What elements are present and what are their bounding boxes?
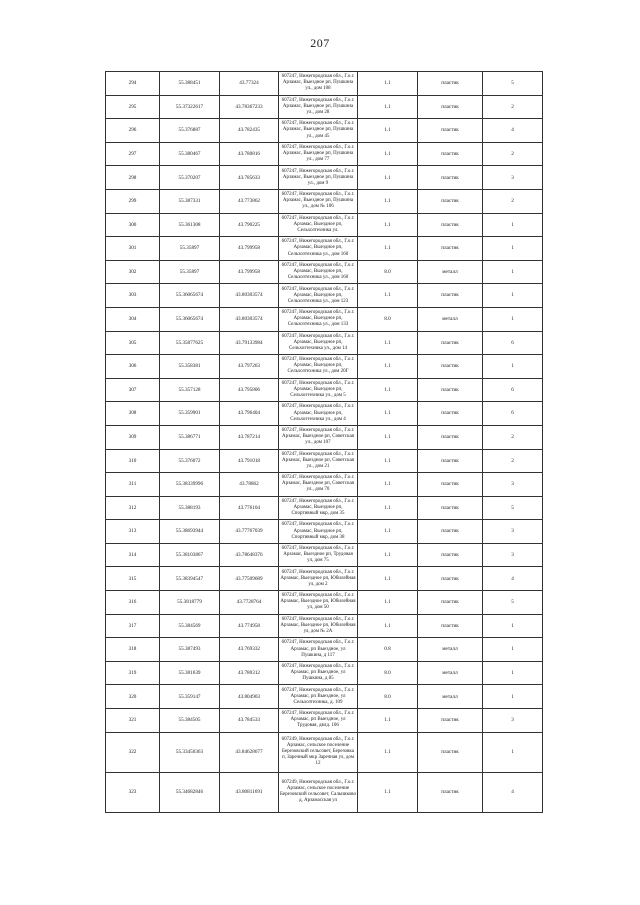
container-count-cell: 5	[483, 591, 543, 615]
container-count-cell: 2	[483, 189, 543, 213]
container-count-cell: 3	[483, 473, 543, 497]
row-number-cell: 313	[106, 520, 160, 544]
container-material-cell: пластик	[418, 772, 483, 812]
address-cell: 607247, Нижегородская обл., Г.о.г. Арзамас, Выездное рп, Юбилейная ул, дом 2	[279, 567, 358, 591]
longitude-cell: 43.78648376	[220, 543, 279, 567]
container-volume-cell: 1.1	[358, 473, 418, 497]
container-material-cell: пластик	[418, 614, 483, 638]
container-volume-cell: 1.1	[358, 614, 418, 638]
container-count-cell: 1	[483, 732, 543, 772]
latitude-cell: 55.38339996	[160, 473, 220, 497]
longitude-cell: 43.80811691	[220, 772, 279, 812]
longitude-cell: 43.796404	[220, 402, 279, 426]
row-number-cell: 300	[106, 213, 160, 237]
container-material-cell: пластик	[418, 213, 483, 237]
container-count-cell: 1	[483, 213, 543, 237]
row-number-cell: 301	[106, 237, 160, 261]
container-count-cell: 2	[483, 449, 543, 473]
latitude-cell: 55.370207	[160, 166, 220, 190]
latitude-cell: 55.37322617	[160, 95, 220, 119]
container-volume-cell: 1.1	[358, 119, 418, 143]
container-site-table	[105, 71, 543, 813]
latitude-cell: 55.358381	[160, 355, 220, 379]
container-volume-cell: 1.1	[358, 284, 418, 308]
container-material-cell: металл	[418, 685, 483, 709]
latitude-cell: 55.376887	[160, 119, 220, 143]
container-material-cell: пластик	[418, 567, 483, 591]
container-volume-cell: 1.1	[358, 449, 418, 473]
longitude-cell: 43.782435	[220, 119, 279, 143]
address-cell: 607247, Нижегородская обл., Г.о.г. Арзамас, Выездное рп, Пушкина ул., дом 45	[279, 119, 358, 143]
latitude-cell: 55.387493	[160, 638, 220, 662]
latitude-cell: 55.380467	[160, 142, 220, 166]
container-count-cell: 1	[483, 638, 543, 662]
table-row	[106, 142, 543, 166]
container-volume-cell: 1.1	[358, 355, 418, 379]
address-cell: 607247, Нижегородская обл., Г.о.г. Арзамас, Выездное рп, Сельхозтехника ул., дом 123	[279, 284, 358, 308]
latitude-cell: 55.359147	[160, 685, 220, 709]
row-number-cell: 323	[106, 772, 160, 812]
container-count-cell: 1	[483, 614, 543, 638]
row-number-cell: 307	[106, 378, 160, 402]
address-cell: 607247, Нижегородская обл., Г.о.г. Арзамас, Выездное рп, Советская ул., дом 70	[279, 473, 358, 497]
address-cell: 607247, Нижегородская обл., Г.о.г. Арзамас, рп Выездное, ул Пушкина, д 85	[279, 661, 358, 685]
longitude-cell: 43.791018	[220, 449, 279, 473]
container-material-cell: пластик	[418, 355, 483, 379]
longitude-cell: 43.773862	[220, 189, 279, 213]
longitude-cell: 43.78862	[220, 473, 279, 497]
container-volume-cell: 1.1	[358, 709, 418, 733]
address-cell: 607247, Нижегородская обл., Г.о.г. Арзамас, Выездное рп, Юбилейная ул, дом 50	[279, 591, 358, 615]
container-material-cell: пластик	[418, 166, 483, 190]
container-count-cell: 1	[483, 685, 543, 709]
address-cell: 607249, Нижегородская обл., Г.о.г. Арзамас, сельское поселение Березовский сельсовет, Березовка п, Заречный мкр Заречная ул, дом 12	[279, 732, 358, 772]
table-row	[106, 189, 543, 213]
table-row	[106, 425, 543, 449]
row-number-cell: 304	[106, 307, 160, 331]
latitude-cell: 55.35897	[160, 260, 220, 284]
table-row	[106, 567, 543, 591]
row-number-cell: 296	[106, 119, 160, 143]
container-material-cell: пластик	[418, 591, 483, 615]
container-volume-cell: 1.1	[358, 142, 418, 166]
latitude-cell: 55.388193	[160, 496, 220, 520]
container-count-cell: 3	[483, 709, 543, 733]
longitude-cell: 43.799958	[220, 260, 279, 284]
table-row	[106, 284, 543, 308]
table-row	[106, 661, 543, 685]
container-material-cell: металл	[418, 307, 483, 331]
container-volume-cell: 1.1	[358, 189, 418, 213]
table-body	[106, 72, 543, 813]
latitude-cell: 55.38693944	[160, 520, 220, 544]
latitude-cell: 55.35897	[160, 237, 220, 261]
table-row	[106, 496, 543, 520]
longitude-cell: 43.79133984	[220, 331, 279, 355]
container-material-cell: металл	[418, 661, 483, 685]
latitude-cell: 55.35877625	[160, 331, 220, 355]
container-material-cell: пластик	[418, 732, 483, 772]
table-row	[106, 614, 543, 638]
longitude-cell: 43.799958	[220, 237, 279, 261]
longitude-cell: 43.80303574	[220, 307, 279, 331]
longitude-cell: 43.780312	[220, 661, 279, 685]
row-number-cell: 312	[106, 496, 160, 520]
table-row	[106, 119, 543, 143]
table-row	[106, 331, 543, 355]
address-cell: 607247, Нижегородская обл., Г.о.г. Арзамас, Выездное рп, Сельхозтехника ул., дом 14	[279, 331, 358, 355]
row-number-cell: 321	[106, 709, 160, 733]
address-cell: 607247, Нижегородская обл., Г.о.г. Арзамас, Выездное рп, Спортивный мкр, дом 35	[279, 496, 358, 520]
table-row	[106, 473, 543, 497]
address-cell: 607247, Нижегородская обл., Г.о.г. Арзамас, рп Выездное, ул Пушкина, д 117	[279, 638, 358, 662]
container-count-cell: 3	[483, 166, 543, 190]
address-cell: 607247, Нижегородская обл., Г.о.г. Арзамас, Выездное рп, Советская ул., дом 21	[279, 449, 358, 473]
row-number-cell: 308	[106, 402, 160, 426]
address-cell: 607247, Нижегородская обл., Г.о.г. Арзамас, рп Выездное, ул Трудовая, двлд. 106	[279, 709, 358, 733]
container-volume-cell: 1.1	[358, 520, 418, 544]
latitude-cell: 55.38103867	[160, 543, 220, 567]
container-volume-cell: 1.1	[358, 95, 418, 119]
container-count-cell: 2	[483, 95, 543, 119]
table-row	[106, 772, 543, 812]
address-cell: 607247, Нижегородская обл., Г.о.г. Арзамас, Выездное рп, Пушкина ул., дом 9	[279, 166, 358, 190]
table-row	[106, 307, 543, 331]
address-cell: 607247, Нижегородская обл., Г.о.г. Арзамас, Выездное рп, Юбилейная ул, дом № 2А	[279, 614, 358, 638]
row-number-cell: 317	[106, 614, 160, 638]
container-material-cell: пластик	[418, 284, 483, 308]
row-number-cell: 306	[106, 355, 160, 379]
address-cell: 607247, Нижегородская обл., Г.о.г. Арзамас, Выездное рп, Сельхозтехника ул., дом 160	[279, 260, 358, 284]
address-cell: 607247, Нижегородская обл., Г.о.г. Арзамас, Выездное рп, Пушкина ул., дом 108	[279, 72, 358, 96]
longitude-cell: 43.774958	[220, 614, 279, 638]
container-count-cell: 1	[483, 661, 543, 685]
longitude-cell: 43.80303574	[220, 284, 279, 308]
address-cell: 607247, Нижегородская обл., Г.о.г. Арзамас, Выездное рп, Советская ул., дом 107	[279, 425, 358, 449]
table-row	[106, 732, 543, 772]
latitude-cell: 55.33450363	[160, 732, 220, 772]
address-cell: 607247, Нижегородская обл., Г.о.г. Арзамас, Выездное рп, Сельхозтехника ул., дом 133	[279, 307, 358, 331]
longitude-cell: 43.785633	[220, 166, 279, 190]
container-count-cell: 3	[483, 520, 543, 544]
longitude-cell: 43.7728764	[220, 591, 279, 615]
latitude-cell: 55.36065674	[160, 307, 220, 331]
row-number-cell: 319	[106, 661, 160, 685]
container-material-cell: пластик	[418, 543, 483, 567]
container-count-cell: 4	[483, 567, 543, 591]
latitude-cell: 55.34682846	[160, 772, 220, 812]
table-row	[106, 709, 543, 733]
container-volume-cell: 1.1	[358, 543, 418, 567]
row-number-cell: 314	[106, 543, 160, 567]
container-material-cell: пластик	[418, 378, 483, 402]
container-volume-cell: 1.1	[358, 378, 418, 402]
container-count-cell: 1	[483, 307, 543, 331]
table-row	[106, 260, 543, 284]
latitude-cell: 55.3818779	[160, 591, 220, 615]
longitude-cell: 43.769332	[220, 638, 279, 662]
container-material-cell: металл	[418, 638, 483, 662]
container-count-cell: 4	[483, 772, 543, 812]
page-number: 207	[310, 36, 330, 50]
container-volume-cell: 1.1	[358, 213, 418, 237]
table-row	[106, 449, 543, 473]
longitude-cell: 43.776104	[220, 496, 279, 520]
container-count-cell: 2	[483, 425, 543, 449]
latitude-cell: 55.384505	[160, 709, 220, 733]
container-material-cell: пластик	[418, 119, 483, 143]
table-row	[106, 402, 543, 426]
latitude-cell: 55.386771	[160, 425, 220, 449]
latitude-cell: 55.376072	[160, 449, 220, 473]
table-row	[106, 72, 543, 96]
container-volume-cell: 1.1	[358, 72, 418, 96]
container-volume-cell: 1.1	[358, 732, 418, 772]
container-material-cell: пластик	[418, 189, 483, 213]
address-cell: 607247, Нижегородская обл., Г.о.г. Арзамас, Выездное рп, Сельхозтехника ул.	[279, 213, 358, 237]
longitude-cell: 43.784533	[220, 709, 279, 733]
longitude-cell: 43.790225	[220, 213, 279, 237]
container-volume-cell: 0.8	[358, 638, 418, 662]
container-material-cell: пластик	[418, 425, 483, 449]
row-number-cell: 318	[106, 638, 160, 662]
address-cell: 607247, Нижегородская обл., Г.о.г. Арзамас, Выездное рп, Сельхозтехника ул., дом 4	[279, 402, 358, 426]
container-volume-cell: 8.0	[358, 260, 418, 284]
container-count-cell: 6	[483, 331, 543, 355]
longitude-cell: 43.787214	[220, 425, 279, 449]
container-volume-cell: 8.0	[358, 307, 418, 331]
longitude-cell: 43.780816	[220, 142, 279, 166]
table-row	[106, 213, 543, 237]
container-volume-cell: 1.1	[358, 425, 418, 449]
container-volume-cell: 1.1	[358, 567, 418, 591]
latitude-cell: 55.36065674	[160, 284, 220, 308]
longitude-cell: 43.77324	[220, 72, 279, 96]
address-cell: 607247, Нижегородская обл., Г.о.г. Арзамас, Выездное рп, Сельхозтехника ул., дом 5	[279, 378, 358, 402]
address-cell: 607247, Нижегородская обл., Г.о.г. Арзамас, рп Выездное, ул Сельхозтехника, д. 109	[279, 685, 358, 709]
address-cell: 607247, Нижегородская обл., Г.о.г. Арзамас, Выездное рп, Пушкина ул., дом № 106	[279, 189, 358, 213]
container-volume-cell: 8.0	[358, 685, 418, 709]
table-row	[106, 543, 543, 567]
longitude-cell: 43.77509689	[220, 567, 279, 591]
latitude-cell: 55.359901	[160, 402, 220, 426]
address-cell: 607247, Нижегородская обл., Г.о.г. Арзамас, Выездное рп, Спортивный мкр, дом 38	[279, 520, 358, 544]
container-material-cell: металл	[418, 260, 483, 284]
row-number-cell: 309	[106, 425, 160, 449]
row-number-cell: 299	[106, 189, 160, 213]
container-material-cell: пластик	[418, 142, 483, 166]
row-number-cell: 322	[106, 732, 160, 772]
longitude-cell: 43.804903	[220, 685, 279, 709]
row-number-cell: 295	[106, 95, 160, 119]
container-material-cell: пластик	[418, 72, 483, 96]
row-number-cell: 302	[106, 260, 160, 284]
container-volume-cell: 1.1	[358, 772, 418, 812]
row-number-cell: 297	[106, 142, 160, 166]
container-material-cell: пластик	[418, 496, 483, 520]
table-row	[106, 166, 543, 190]
address-cell: 607247, Нижегородская обл., Г.о.г. Арзамас, Выездное рп, Пушкина ул., дом 77	[279, 142, 358, 166]
container-volume-cell: 1.1	[358, 496, 418, 520]
row-number-cell: 303	[106, 284, 160, 308]
row-number-cell: 316	[106, 591, 160, 615]
container-count-cell: 6	[483, 402, 543, 426]
address-cell: 607247, Нижегородская обл., Г.о.г. Арзамас, Выездное рп, Сельхозтехника ул., дом 160	[279, 237, 358, 261]
latitude-cell: 55.38394547	[160, 567, 220, 591]
table-row	[106, 237, 543, 261]
table-row	[106, 638, 543, 662]
container-volume-cell: 8.0	[358, 661, 418, 685]
address-cell: 607247, Нижегородская обл., Г.о.г. Арзамас, Выездное рп, Трудовая ул, дом 75	[279, 543, 358, 567]
table-row	[106, 378, 543, 402]
longitude-cell: 43.84628677	[220, 732, 279, 772]
table-row	[106, 591, 543, 615]
table-row	[106, 520, 543, 544]
container-material-cell: пластик	[418, 237, 483, 261]
longitude-cell: 43.78367233	[220, 95, 279, 119]
container-material-cell: пластик	[418, 402, 483, 426]
container-material-cell: пластик	[418, 95, 483, 119]
row-number-cell: 315	[106, 567, 160, 591]
container-material-cell: пластик	[418, 473, 483, 497]
container-count-cell: 1	[483, 237, 543, 261]
address-cell: 607247, Нижегородская обл., Г.о.г. Арзамас, Выездное рп, Сельхозтехника ул., дом 20Г	[279, 355, 358, 379]
container-material-cell: пластик	[418, 709, 483, 733]
row-number-cell: 305	[106, 331, 160, 355]
row-number-cell: 311	[106, 473, 160, 497]
container-volume-cell: 1.1	[358, 166, 418, 190]
container-count-cell: 4	[483, 119, 543, 143]
row-number-cell: 310	[106, 449, 160, 473]
container-count-cell: 1	[483, 260, 543, 284]
container-count-cell: 5	[483, 496, 543, 520]
latitude-cell: 55.357128	[160, 378, 220, 402]
table-row	[106, 95, 543, 119]
table-row	[106, 685, 543, 709]
row-number-cell: 298	[106, 166, 160, 190]
row-number-cell: 320	[106, 685, 160, 709]
container-count-cell: 3	[483, 543, 543, 567]
container-count-cell: 5	[483, 72, 543, 96]
latitude-cell: 55.381639	[160, 661, 220, 685]
longitude-cell: 43.795806	[220, 378, 279, 402]
container-count-cell: 6	[483, 378, 543, 402]
container-volume-cell: 1.1	[358, 402, 418, 426]
container-material-cell: пластик	[418, 520, 483, 544]
container-material-cell: пластик	[418, 331, 483, 355]
container-volume-cell: 1.1	[358, 591, 418, 615]
container-material-cell: пластик	[418, 449, 483, 473]
container-count-cell: 2	[483, 142, 543, 166]
row-number-cell: 294	[106, 72, 160, 96]
latitude-cell: 55.387331	[160, 189, 220, 213]
longitude-cell: 43.797263	[220, 355, 279, 379]
address-cell: 607249, Нижегородская обл., Г.о.г. Арзамас, сельское поселение Березовский сельсовет, Сальниково д, Арзамасская ул	[279, 772, 358, 812]
container-volume-cell: 1.1	[358, 237, 418, 261]
latitude-cell: 55.361308	[160, 213, 220, 237]
container-count-cell: 1	[483, 355, 543, 379]
latitude-cell: 55.388451	[160, 72, 220, 96]
latitude-cell: 55.384569	[160, 614, 220, 638]
container-count-cell: 1	[483, 284, 543, 308]
container-volume-cell: 1.1	[358, 331, 418, 355]
table-row	[106, 355, 543, 379]
address-cell: 607247, Нижегородская обл., Г.о.г. Арзамас, Выездное рп, Пушкина ул., дом 28	[279, 95, 358, 119]
longitude-cell: 43.77767039	[220, 520, 279, 544]
